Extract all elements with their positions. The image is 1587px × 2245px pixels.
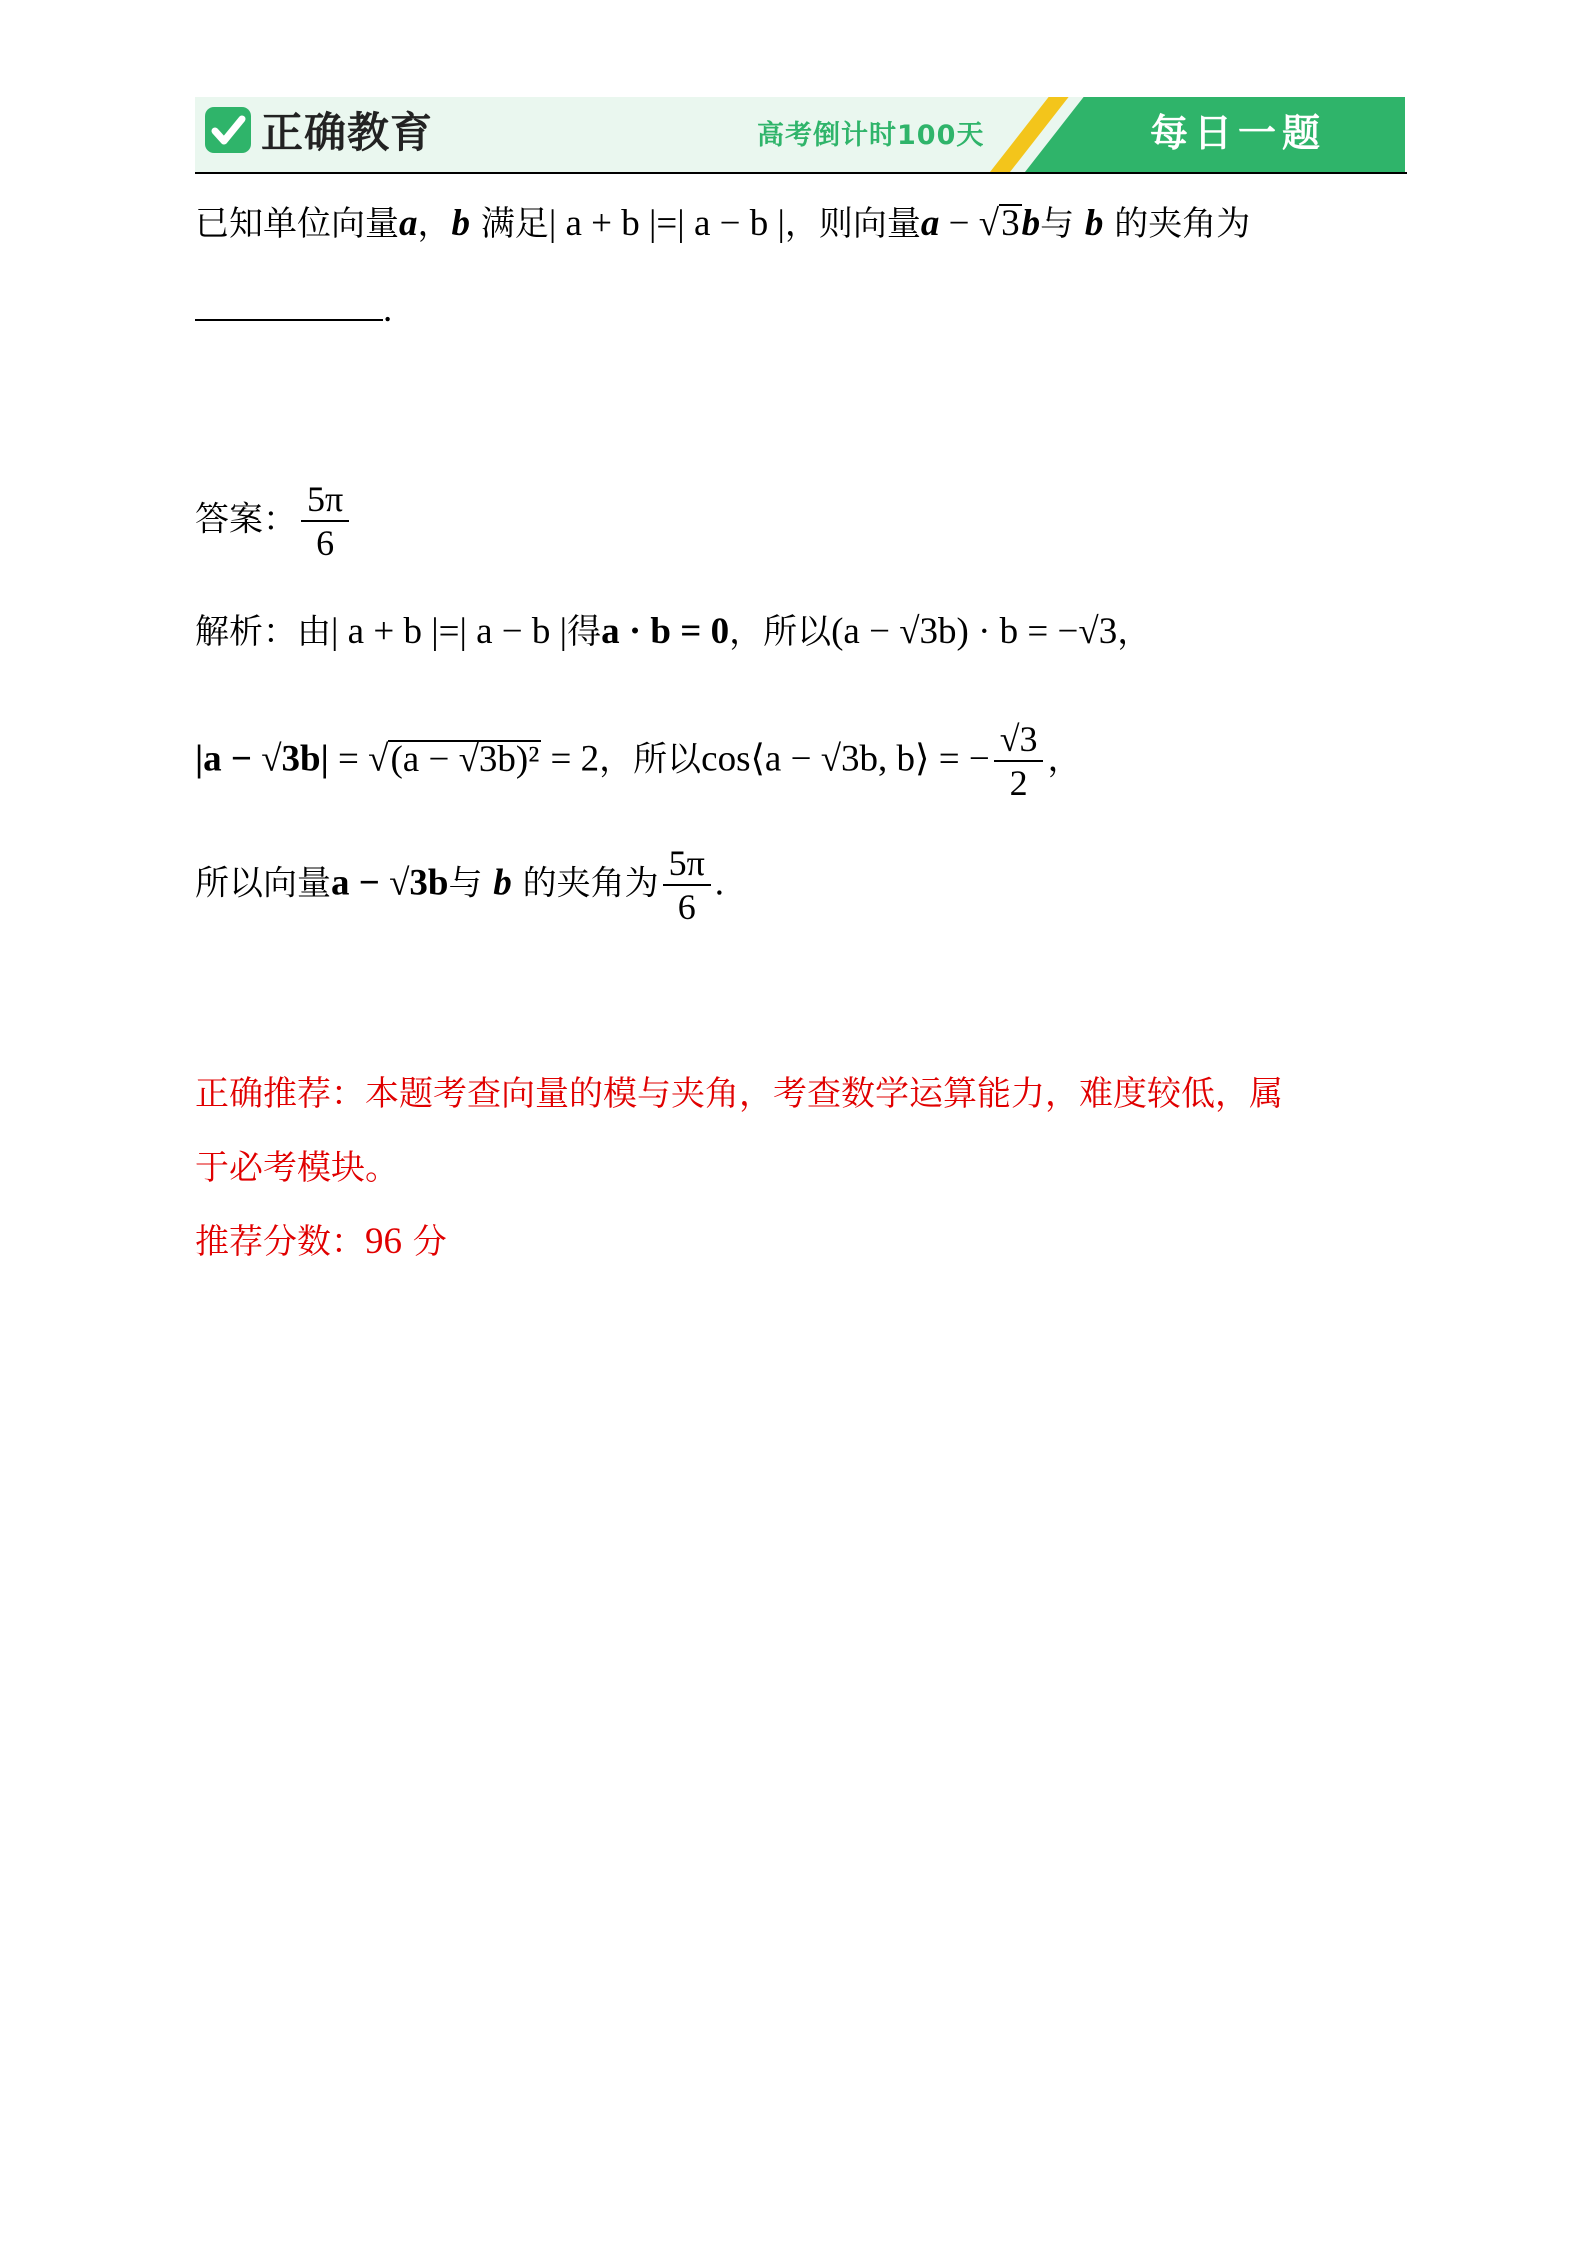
question-line-1 <box>195 202 1250 246</box>
condition-expression: | a + b |=| a − b | <box>548 203 785 244</box>
angle-fraction <box>663 842 711 928</box>
analysis-text: 由 <box>297 612 331 652</box>
vector-b: b <box>1021 203 1041 244</box>
equals-sign: = <box>328 738 369 780</box>
vector-a: a <box>920 203 940 244</box>
analysis-text: 的夹角为 <box>522 863 659 904</box>
header-banner <box>195 97 1405 172</box>
vector-expression: a − √3b <box>331 862 449 904</box>
answer-line <box>195 478 353 564</box>
vector-b: b <box>493 862 512 904</box>
question-text: 已知单位向量 <box>195 204 399 244</box>
question-text: 满足 <box>480 204 549 244</box>
period: . <box>714 862 725 904</box>
comma: ， <box>1047 739 1082 780</box>
vector-b: b <box>1084 203 1104 244</box>
daily-question-badge: 每日一题 <box>1150 111 1327 155</box>
period: . <box>383 289 393 330</box>
sqrt-three: 3 <box>1001 203 1020 244</box>
analysis-text: ，所以 <box>599 739 702 780</box>
analysis-text: 所以向量 <box>195 863 331 904</box>
fraction-numerator: 5π <box>663 842 711 886</box>
fraction-denominator: 2 <box>1009 763 1028 803</box>
radicand-expression: (a − √3b)² <box>390 738 540 780</box>
brand-name: 正确教育 <box>261 108 434 157</box>
score-unit: 分 <box>402 1222 447 1262</box>
cosine-fraction <box>994 718 1044 804</box>
countdown-label: 高考倒计时100天 <box>757 120 985 151</box>
fraction-denominator: 6 <box>316 523 335 563</box>
analysis-line-2 <box>195 718 1081 804</box>
answer-blank <box>195 289 383 321</box>
dot-product-result: (a − √3b) · b = −√3 <box>831 611 1118 652</box>
analysis-line-1 <box>195 610 1151 654</box>
fraction-numerator: 5π <box>301 478 349 522</box>
modulus-expression: |a − √3b| <box>195 738 329 780</box>
vector-a: a <box>399 203 418 244</box>
question-text: ，则向量 <box>784 204 921 244</box>
dot-product-expression: a · b = 0 <box>601 611 730 652</box>
vector-b: b <box>451 203 470 244</box>
score-value: 96 <box>365 1221 402 1262</box>
cosine-expression: cos⟨a − √3b, b⟩ = − <box>701 738 990 780</box>
sqrt-sign: √ <box>978 203 1000 244</box>
fraction-denominator: 6 <box>677 887 696 927</box>
recommended-score <box>195 1220 447 1264</box>
comma: ， <box>417 204 452 244</box>
sqrt-sign: √ <box>368 738 389 780</box>
recommendation-line-2: 于必考模块。 <box>195 1148 399 1188</box>
analysis-text: 得 <box>567 612 602 652</box>
recommendation-line-1: 正确推荐：本题考查向量的模与夹角，考查数学运算能力，难度较低，属 <box>195 1074 1283 1114</box>
answer-fraction <box>301 478 349 564</box>
analysis-text: ，所以 <box>729 612 832 652</box>
fraction-numerator: √3 <box>994 718 1044 762</box>
comma: ， <box>1117 612 1152 652</box>
analysis-label: 解析： <box>195 612 297 652</box>
condition-expression: | a + b |=| a − b | <box>331 611 568 652</box>
question-text: 与 <box>1040 204 1075 244</box>
header-divider <box>195 172 1407 174</box>
modulus-value: = 2 <box>541 738 600 780</box>
answer-label: 答案： <box>195 499 297 540</box>
check-icon <box>205 107 251 153</box>
analysis-text: 与 <box>448 863 483 904</box>
minus-sign: − <box>939 203 979 244</box>
analysis-line-3 <box>195 842 724 928</box>
score-label: 推荐分数： <box>195 1222 365 1262</box>
question-text: 的夹角为 <box>1114 204 1251 244</box>
answer-blank-line <box>195 288 392 332</box>
